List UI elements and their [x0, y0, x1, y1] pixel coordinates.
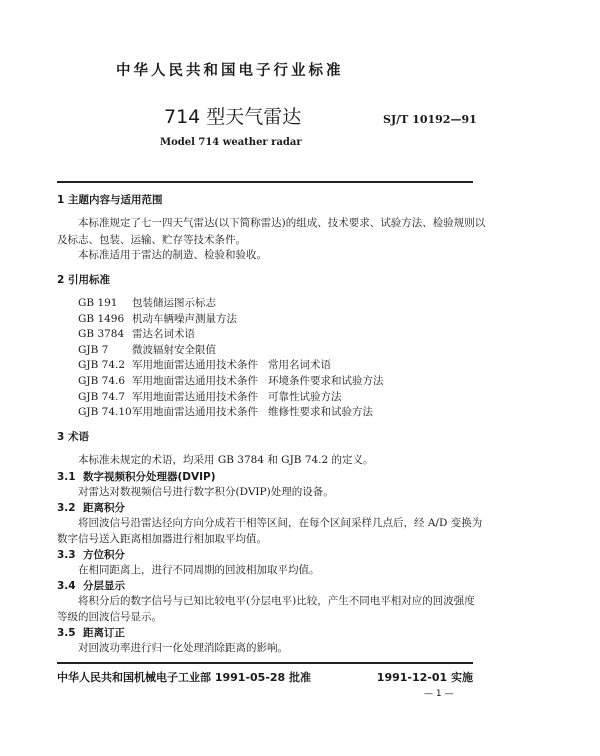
term-definition-line: 在相同距离上，进行不同周期的回波相加取平均值。 — [78, 564, 320, 577]
paragraph-line: 本标准规定了七一四天气雷达(以下简称雷达)的组成、技术要求、试验方法、检验规则以 — [78, 217, 486, 229]
term-definition-line: 对回波功率进行归一化处理消除距离的影响。 — [78, 642, 288, 655]
term-name: 方位积分 — [83, 548, 125, 561]
paragraph-line: 及标志、包装、运输、贮存等技术条件。 — [57, 234, 246, 246]
term-number: 3.5 — [57, 626, 76, 639]
term-definition-line: 将回波信号沿雷达径向方向分成若干相等区间，在每个区间采样几点后，经 A/D 变换为 — [78, 517, 483, 530]
term-heading — [57, 628, 125, 639]
reference-row — [78, 407, 373, 418]
reference-row — [78, 376, 384, 387]
page-number: — 1 — — [424, 689, 454, 699]
reference-code: GJB 74.6 — [78, 375, 126, 387]
section-1-heading: 1 主题内容与适用范围 — [57, 194, 163, 206]
reference-row — [78, 392, 342, 403]
reference-code: GJB 74.2 — [78, 359, 126, 372]
term-heading — [57, 472, 216, 483]
reference-row — [78, 360, 331, 371]
reference-row — [78, 314, 268, 325]
english-title: Model 714 weather radar — [160, 137, 302, 148]
reference-title: 包装储运图示标志 — [132, 297, 216, 309]
top-divider — [57, 181, 473, 183]
term-number: 3.1 — [57, 470, 76, 483]
reference-code: GJB 7 — [78, 343, 109, 356]
reference-row — [78, 345, 268, 356]
reference-title: 雷达名词术语 — [132, 328, 195, 341]
reference-subtitle: 维修性要求和试验方法 — [268, 406, 373, 419]
term-name: 数字视频积分处理器(DVIP) — [83, 470, 216, 483]
reference-title: 机动车辆噪声测量方法 — [132, 312, 237, 325]
reference-title: 军用地面雷达通用技术条件 — [132, 359, 258, 372]
approval-text: 中华人民共和国机械电子工业部 1991-05-28 批准 — [57, 671, 312, 684]
reference-title: 军用地面雷达通用技术条件 — [132, 390, 258, 403]
reference-code: GJB 74.7 — [78, 390, 126, 403]
term-heading — [57, 550, 125, 561]
section-2-heading: 2 引用标准 — [57, 274, 110, 286]
reference-subtitle: 环境条件要求和试验方法 — [268, 375, 384, 387]
reference-code: GB 1496 — [78, 312, 125, 325]
term-definition-line: 将积分后的数字信号与已知比较电平(分层电平)比较，产生不同电平相对应的回波强度 — [78, 595, 475, 608]
reference-code: GB 3784 — [78, 328, 125, 341]
term-heading — [57, 503, 125, 514]
reference-row — [78, 298, 268, 309]
reference-code: GJB 74.10 — [78, 406, 132, 419]
term-number: 3.2 — [57, 501, 76, 514]
bottom-divider — [57, 662, 473, 664]
term-name: 距离积分 — [83, 501, 125, 514]
term-heading — [57, 581, 125, 592]
reference-code: GB 191 — [78, 297, 118, 309]
term-number: 3.4 — [57, 579, 76, 592]
term-name: 距离订正 — [83, 626, 125, 639]
implementation-date: 1991-12-01 实施 — [376, 671, 473, 684]
term-definition-line: 等级的回波信号显示。 — [57, 610, 162, 623]
paragraph-line: 本标准未规定的术语，均采用 GB 3784 和 GJB 74.2 的定义。 — [78, 454, 374, 466]
section-3-heading: 3 术语 — [57, 431, 89, 443]
term-number: 3.3 — [57, 548, 76, 561]
reference-row — [78, 329, 268, 340]
document-title: 714 型天气雷达 — [164, 106, 302, 128]
reference-title: 军用地面雷达通用技术条件 — [132, 406, 258, 419]
term-definition-line: 数字信号送入距离相加器进行相加取平均值。 — [57, 532, 267, 545]
reference-title: 微波辐射安全限值 — [132, 343, 216, 356]
org-standard-heading: 中华人民共和国电子行业标准 — [116, 63, 344, 79]
reference-subtitle: 可靠性试验方法 — [268, 390, 342, 403]
standard-code: SJ/T 10192—91 — [383, 113, 477, 126]
paragraph-line: 本标准适用于雷达的制造、检验和验收。 — [78, 249, 267, 261]
reference-subtitle: 常用名词术语 — [268, 359, 331, 372]
reference-title: 军用地面雷达通用技术条件 — [132, 375, 258, 387]
term-definition-line: 对雷达对数视频信号进行数字积分(DVIP)处理的设备。 — [78, 486, 334, 499]
term-name: 分层显示 — [83, 579, 125, 592]
